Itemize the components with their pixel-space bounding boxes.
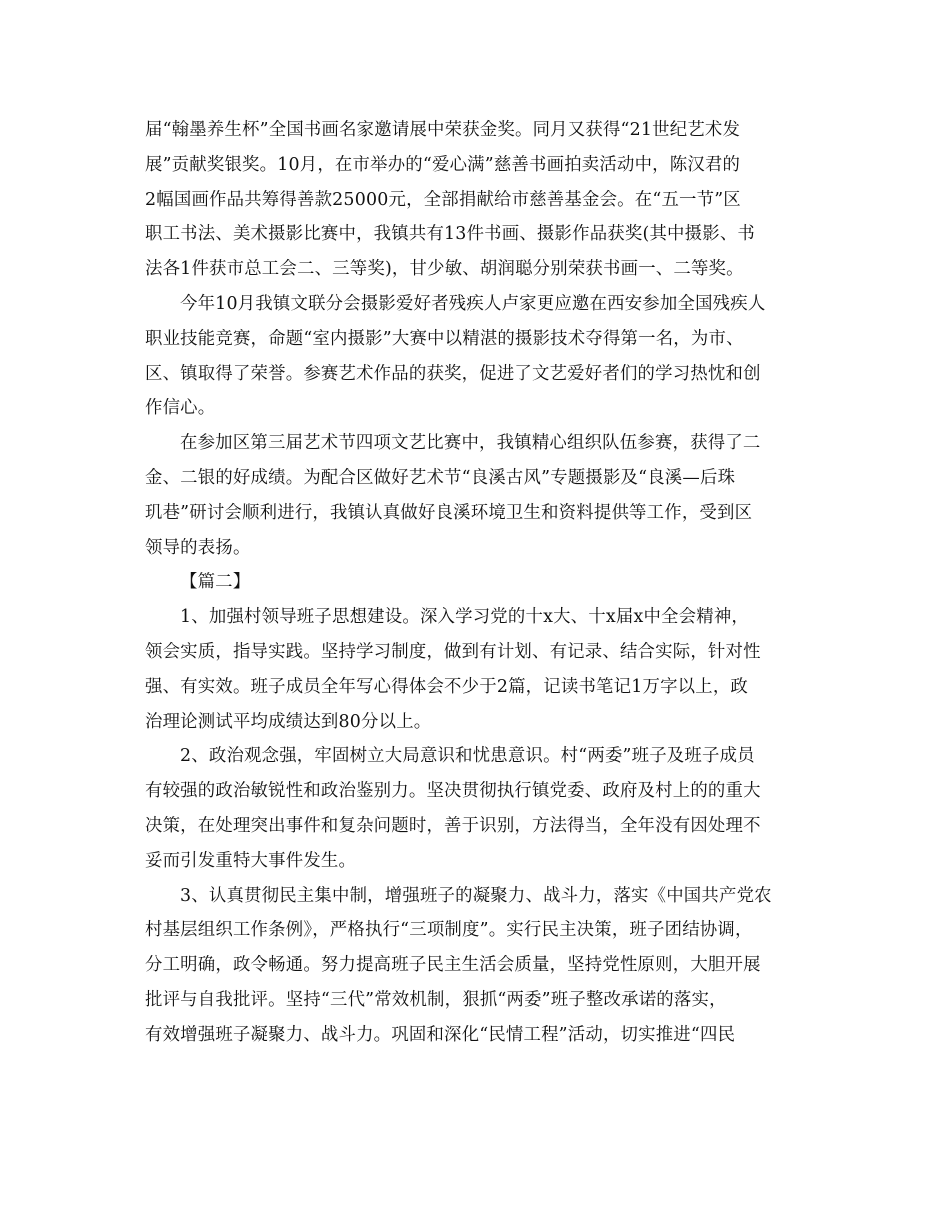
text-line: 玑巷”研讨会顺利进行，我镇认真做好良溪环境卫生和资料提供等工作，受到区 (145, 502, 753, 523)
text-line: 作信心。 (145, 398, 216, 419)
text-line: 治理论测试平均成绩达到80分以上。 (145, 711, 432, 732)
paragraph-photography-award (145, 287, 810, 426)
text-line: 金、二银的好成绩。为配合区做好艺术节“良溪古风”专题摄影及“良溪—后珠 (145, 467, 736, 488)
text-line: 届“翰墨养生杯”全国书画名家邀请展中荣获金奖。同月又获得“21世纪艺术发 (145, 120, 741, 140)
text-line: 妥而引发重特大事件发生。 (145, 850, 357, 871)
text-line: 今年10月我镇文联分会摄影爱好者残疾人卢家更应邀在西安参加全国残疾人 (180, 293, 766, 314)
paragraph-item-2 (145, 739, 810, 878)
text-line: 展”贡献奖银奖。10月，在市举办的“爱心满”慈善书画拍卖活动中，陈汉君的 (145, 154, 741, 175)
document-body (145, 113, 810, 1053)
text-line: 批评与自我批评。坚持“三代”常效机制，狠抓“两委”班子整改承诺的落实， (145, 989, 727, 1010)
text-line: 2、政治观念强，牢固树立大局意识和忧患意识。村“两委”班子及班子成员 (180, 746, 755, 767)
text-line: 在参加区第三届艺术节四项文艺比赛中，我镇精心组织队伍参赛，获得了二 (180, 433, 761, 454)
text-line: 职业技能竞赛，命题“室内摄影”大赛中以精湛的摄影技术夺得第一名，为市、 (145, 328, 744, 349)
text-line: 领会实质，指导实践。坚持学习制度，做到有计划、有记录、结合实际，针对性 (145, 641, 761, 662)
text-line: 2幅国画作品共筹得善款25000元，全部捐献给市慈善基金会。在“五一节”区 (145, 189, 741, 210)
paragraph-art-festival (145, 426, 810, 565)
paragraph-awards-continued (145, 113, 810, 287)
text-line: 1、加强村领导班子思想建设。深入学习党的十x大、十x届x中全会精神， (180, 607, 750, 628)
text-line: 分工明确，政令畅通。努力提高班子民主生活会质量，坚持党性原则，大胆开展 (145, 955, 761, 976)
text-line: 强、有实效。班子成员全年写心得体会不少于2篇，记读书笔记1万字以上，政 (145, 676, 749, 697)
section-heading-text: 【篇二】 (180, 572, 251, 593)
text-line: 法各1件获市总工会二、三等奖)，甘少敏、胡润聪分别荣获书画一、二等奖。 (145, 259, 744, 280)
text-line: 有效增强班子凝聚力、战斗力。巩固和深化“民情工程”活动，切实推进“四民 (145, 1024, 736, 1045)
text-line: 区、镇取得了荣誉。参赛艺术作品的获奖，促进了文艺爱好者们的学习热忱和创 (145, 363, 761, 384)
text-line: 职工书法、美术摄影比赛中，我镇共有13件书画、摄影作品获奖(其中摄影、书 (145, 224, 756, 245)
text-line: 3、认真贯彻民主集中制，增强班子的凝聚力、战斗力，落实《中国共产党农 (180, 885, 772, 906)
text-line: 有较强的政治敏锐性和政治鉴别力。坚决贯彻执行镇党委、政府及村上的的重大 (145, 781, 761, 802)
section-heading (145, 565, 810, 600)
paragraph-item-3 (145, 879, 810, 1053)
text-line: 领导的表扬。 (145, 537, 251, 558)
paragraph-item-1 (145, 600, 810, 739)
text-line: 决策，在处理突出事件和复杂问题时，善于识别，方法得当，全年没有因处理不 (145, 815, 761, 836)
text-line: 村基层组织工作条例》，严格执行“三项制度”。实行民主决策，班子团结协调， (145, 920, 753, 941)
